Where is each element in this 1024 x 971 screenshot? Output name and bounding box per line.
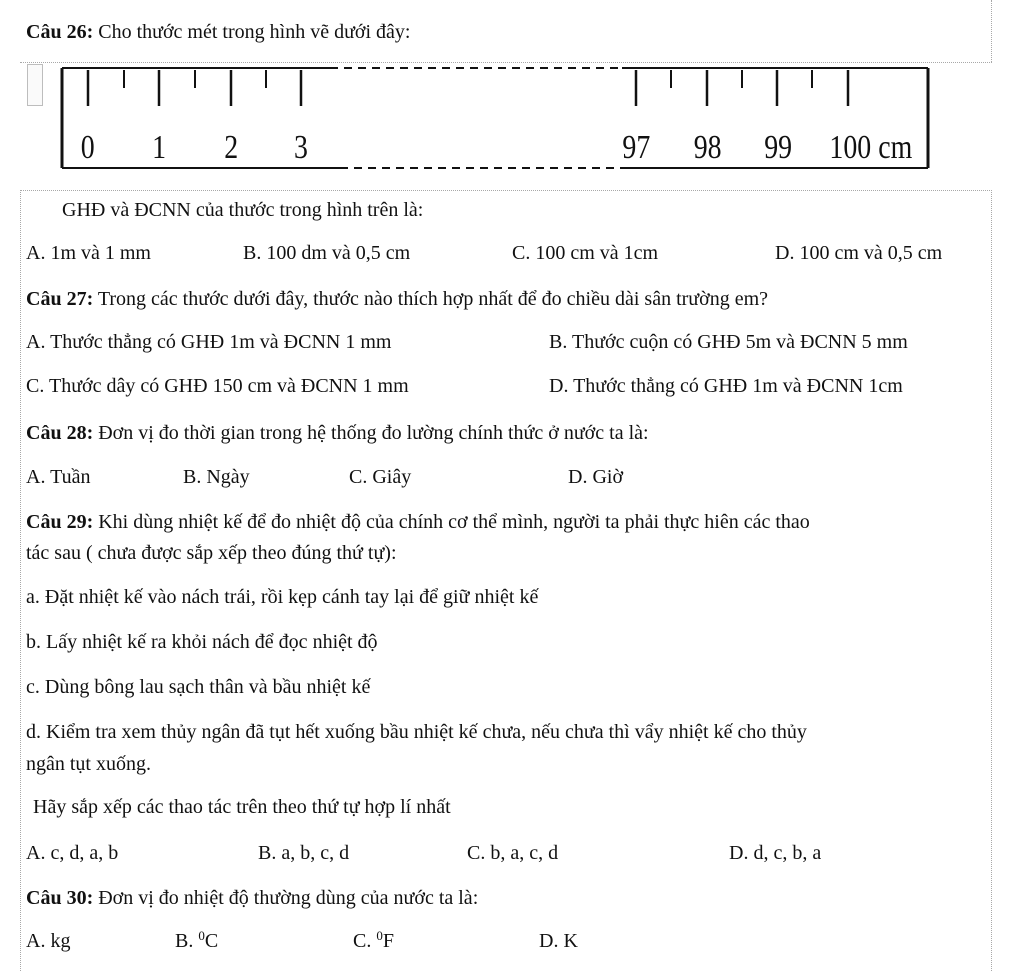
ruler-label-99: 99 xyxy=(764,127,793,166)
option-prefix: B. xyxy=(175,930,199,952)
question-text: Đơn vị đo thời gian trong hệ thống đo lường chính thức ở nước ta là: xyxy=(98,422,649,444)
question-label: Câu 26: xyxy=(26,21,94,43)
question-29-prompt: Hãy sắp xếp các thao tác trên theo thứ tự hợp lí nhất xyxy=(33,796,451,818)
q28-option-a: A. Tuần xyxy=(26,466,91,488)
q26-option-b: B. 100 dm và 0,5 cm xyxy=(243,242,411,264)
question-29-text-cont: tác sau ( chưa được sắp xếp theo đúng thứ tự): xyxy=(26,542,397,564)
q27-option-c: C. Thước dây có GHĐ 150 cm và ĐCNN 1 mm xyxy=(26,375,409,397)
option-prefix: C. xyxy=(353,930,377,952)
ruler-label-3: 3 xyxy=(293,127,308,166)
q29-step-d: d. Kiểm tra xem thủy ngân đã tụt hết xuống bầu nhiệt kế chưa, nếu chưa thì vẩy nhiệt kế cho thủy xyxy=(26,721,807,743)
q29-step-d-cont: ngân tụt xuống. xyxy=(26,753,151,775)
q26-option-a: A. 1m và 1 mm xyxy=(26,242,151,264)
question-label: Câu 28: xyxy=(26,422,94,444)
question-label: Câu 30: xyxy=(26,887,94,909)
q26-option-d: D. 100 cm và 0,5 cm xyxy=(775,242,943,264)
ruler-label-98: 98 xyxy=(693,127,722,166)
q29-step-c: c. Dùng bông lau sạch thân và bầu nhiệt kế xyxy=(26,676,371,698)
q27-option-d: D. Thước thẳng có GHĐ 1m và ĐCNN 1cm xyxy=(549,375,903,397)
q30-option-a: A. kg xyxy=(26,930,71,952)
q29-option-a: A. c, d, a, b xyxy=(26,842,119,864)
q29-option-d: D. d, c, b, a xyxy=(729,842,822,864)
q29-option-c: C. b, a, c, d xyxy=(467,842,559,864)
question-27-header xyxy=(26,287,768,311)
question-text: Cho thước mét trong hình vẽ dưới đây: xyxy=(98,21,411,43)
ruler-label-1: 1 xyxy=(152,127,167,166)
question-text: Khi dùng nhiệt kế để đo nhiệt độ của chính cơ thể mình, người ta phải thực hiên các thao xyxy=(98,511,810,533)
degree-superscript: 0 xyxy=(376,928,383,943)
question-text: Trong các thước dưới đây, thước nào thích hợp nhất để đo chiều dài sân trường em? xyxy=(97,288,769,310)
ruler-label-100cm: 100 cm xyxy=(829,127,913,166)
question-29-header xyxy=(26,510,810,534)
q27-option-a: A. Thước thẳng có GHĐ 1m và ĐCNN 1 mm xyxy=(26,331,392,353)
q30-option-b xyxy=(175,929,218,953)
q30-option-c xyxy=(353,929,394,953)
ruler-label-0: 0 xyxy=(80,127,95,166)
degree-superscript: 0 xyxy=(198,928,205,943)
page-guide-mid xyxy=(20,190,992,191)
question-26-prompt: GHĐ và ĐCNN của thước trong hình trên là: xyxy=(62,199,424,221)
ruler-label-97: 97 xyxy=(622,127,651,166)
q29-option-b: B. a, b, c, d xyxy=(258,842,350,864)
question-label: Câu 27: xyxy=(26,288,94,310)
question-text: Đơn vị đo nhiệt độ thường dùng của nước ta là: xyxy=(98,887,479,909)
ruler-figure xyxy=(0,0,1024,190)
q28-option-c: C. Giây xyxy=(349,466,412,488)
unit-celsius: C xyxy=(204,930,219,952)
q26-option-c: C. 100 cm và 1cm xyxy=(512,242,659,264)
page-guide-left xyxy=(20,190,21,971)
unit-fahrenheit: F xyxy=(382,930,394,952)
question-30-header xyxy=(26,886,478,910)
q30-option-d: D. K xyxy=(539,930,578,952)
q27-option-b: B. Thước cuộn có GHĐ 5m và ĐCNN 5 mm xyxy=(549,331,908,353)
q29-step-a: a. Đặt nhiệt kế vào nách trái, rồi kẹp cánh tay lại để giữ nhiệt kế xyxy=(26,586,539,608)
question-28-header xyxy=(26,421,649,445)
q28-option-b: B. Ngày xyxy=(183,466,250,488)
page-guide-right xyxy=(991,190,992,971)
question-label: Câu 29: xyxy=(26,511,94,533)
ruler-label-2: 2 xyxy=(224,127,239,166)
q28-option-d: D. Giờ xyxy=(568,466,624,488)
q29-step-b: b. Lấy nhiệt kế ra khỏi nách để đọc nhiệt độ xyxy=(26,631,378,653)
